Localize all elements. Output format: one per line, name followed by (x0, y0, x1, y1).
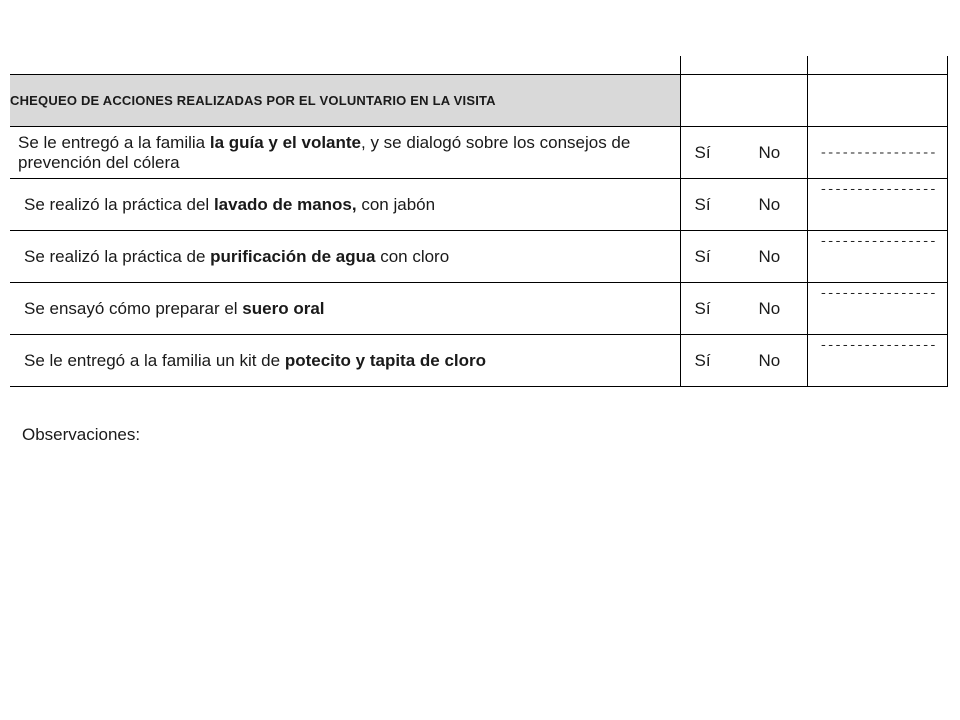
blank-line: ---------------- (819, 234, 937, 249)
item-text: Se le entregó a la familia la guía y el volante, y se dialogó sobre los consejos de prevención del cólera (10, 127, 680, 179)
no-option[interactable]: No (758, 298, 781, 318)
no-option[interactable]: No (758, 350, 781, 370)
table-title: CHEQUEO DE ACCIONES REALIZADAS POR EL VOLUNTARIO EN LA VISITA (10, 93, 496, 108)
yes-option[interactable]: Sí (694, 350, 711, 370)
header-empty-cell (807, 75, 947, 127)
answer-cell (680, 283, 807, 335)
checklist-table (10, 74, 948, 387)
notes-cell (807, 231, 947, 283)
answer-cell (680, 335, 807, 387)
table-row (10, 283, 947, 335)
blank-line: ---------------- (819, 338, 937, 353)
top-table-edge (0, 56, 960, 76)
blank-line: ---------------- (819, 286, 937, 301)
item-text: Se realizó la práctica de purificación de agua con cloro (10, 231, 680, 283)
header-cell (10, 75, 680, 127)
item-text: Se le entregó a la familia un kit de potecito y tapita de cloro (10, 335, 680, 387)
table-row (10, 335, 947, 387)
answer-cell (680, 231, 807, 283)
notes-cell (807, 179, 947, 231)
no-option[interactable]: No (758, 142, 781, 162)
header-empty-cell (680, 75, 807, 127)
blank-line: ---------------- (819, 182, 937, 197)
yes-option[interactable]: Sí (694, 298, 711, 318)
item-text: Se ensayó cómo preparar el suero oral (10, 283, 680, 335)
yes-option[interactable]: Sí (694, 142, 711, 162)
answer-cell (680, 179, 807, 231)
notes-cell (807, 335, 947, 387)
blank-line: ---------------- (819, 145, 937, 160)
no-option[interactable]: No (758, 246, 781, 266)
notes-cell (807, 127, 947, 179)
notes-cell (807, 283, 947, 335)
yes-option[interactable]: Sí (694, 246, 711, 266)
observaciones-label: Observaciones: (22, 425, 141, 444)
table-row (10, 127, 947, 179)
top-rule (680, 56, 681, 74)
header-row (10, 75, 947, 127)
top-rule (807, 56, 808, 74)
table-row (10, 179, 947, 231)
top-rule (947, 56, 948, 74)
table-row (10, 231, 947, 283)
answer-cell (680, 127, 807, 179)
no-option[interactable]: No (758, 194, 781, 214)
yes-option[interactable]: Sí (694, 194, 711, 214)
item-text: Se realizó la práctica del lavado de manos, con jabón (10, 179, 680, 231)
